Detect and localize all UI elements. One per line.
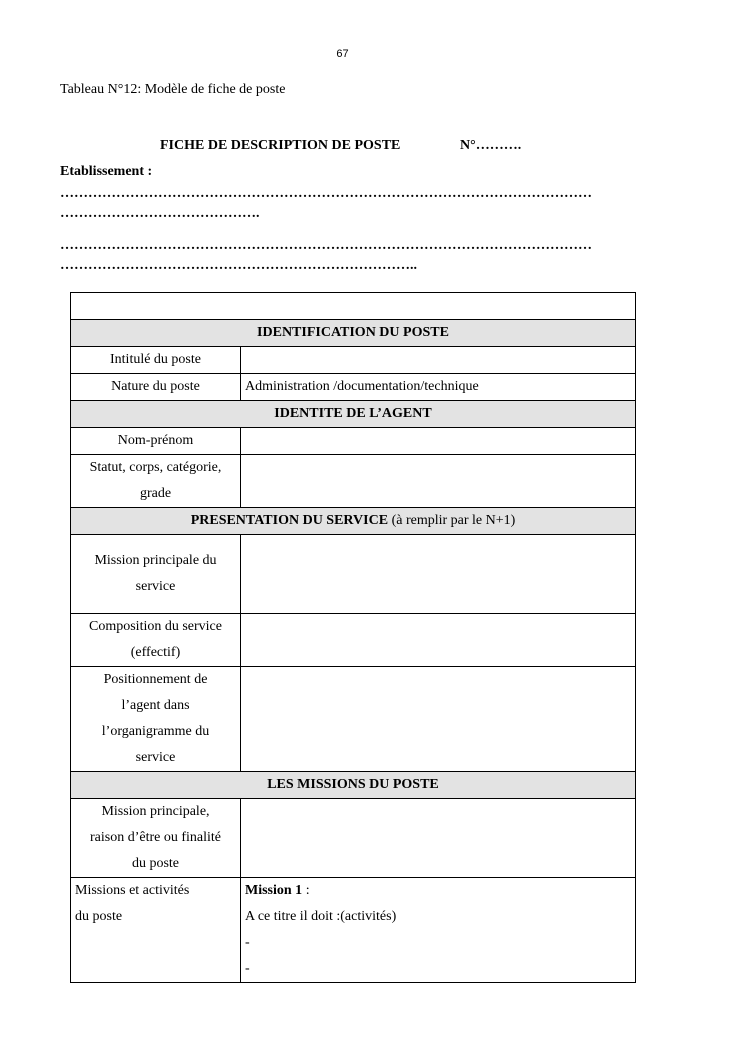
table-row [71,667,636,772]
activity-dash: - [245,935,250,950]
value-intitule [241,347,636,374]
label-nom: Nom-prénom [71,428,241,455]
dotted-fill-line: …………………………………………………………………………………………………… [60,186,592,201]
value-activites [241,878,636,983]
label-line: service [135,750,176,765]
mission-1-activities: A ce titre il doit :(activités) [245,909,397,924]
blank-header-cell [71,293,636,320]
table-row [71,535,636,614]
label-line: raison d’être ou finalité [89,830,221,845]
form-title: FICHE DE DESCRIPTION DE POSTE [160,138,401,153]
table-caption: Tableau N°12: Modèle de fiche de poste [60,82,286,97]
label-nature: Nature du poste [71,374,241,401]
label-composition [71,614,241,667]
section-presentation [71,508,636,535]
table-row [71,401,636,428]
label-line: Composition du service [89,619,222,634]
label-line: l’organigramme du [101,724,210,739]
label-line: service [135,579,176,594]
dotted-fill-line: …………………………………………………………………………………………………… [60,238,592,253]
section-presentation-note: (à remplir par le N+1) [391,513,516,528]
dotted-fill-line: ………………………………………………………………….. [60,258,417,273]
section-missions: LES MISSIONS DU POSTE [71,772,636,799]
mission-1-colon: : [302,883,310,898]
section-identite: IDENTITE DE L’AGENT [71,401,636,428]
label-line: grade [139,486,172,501]
label-line: (effectif) [130,645,181,660]
value-mission-service [241,535,636,614]
label-intitule: Intitulé du poste [71,347,241,374]
form-number: N°………. [460,138,522,153]
table-row [71,772,636,799]
table-row [71,799,636,878]
activity-dash: - [245,961,250,976]
table-row [71,878,636,983]
label-line: Mission principale du [94,553,217,568]
label-line: Positionnement de [103,672,208,687]
establishment-label: Etablissement : [60,164,153,179]
label-mission-poste [71,799,241,878]
label-statut [71,455,241,508]
value-nature: Administration /documentation/technique [241,374,636,401]
page-number: 67 [336,48,349,60]
label-line: Missions et activités [75,883,190,898]
label-line: Mission principale, [101,804,210,819]
label-line: du poste [75,909,123,924]
mission-1-label: Mission 1 [245,883,303,898]
label-line: Statut, corps, catégorie, [89,460,222,475]
value-positionnement [241,667,636,772]
dotted-fill-line: ……………………………………. [60,206,260,221]
value-composition [241,614,636,667]
table-row [71,455,636,508]
label-activites [71,878,241,983]
table-row [71,347,636,374]
value-nom [241,428,636,455]
job-description-table [70,292,636,983]
table-row [71,508,636,535]
table-row [71,320,636,347]
label-line: du poste [131,856,180,871]
label-positionnement [71,667,241,772]
section-identification: IDENTIFICATION DU POSTE [71,320,636,347]
table-row [71,293,636,320]
table-row [71,374,636,401]
value-statut [241,455,636,508]
table-row [71,614,636,667]
table-row [71,428,636,455]
section-presentation-title: PRESENTATION DU SERVICE [190,513,389,528]
label-mission-service [71,535,241,614]
mission-1-heading [245,878,631,904]
value-mission-poste [241,799,636,878]
label-line: l’agent dans [121,698,190,713]
